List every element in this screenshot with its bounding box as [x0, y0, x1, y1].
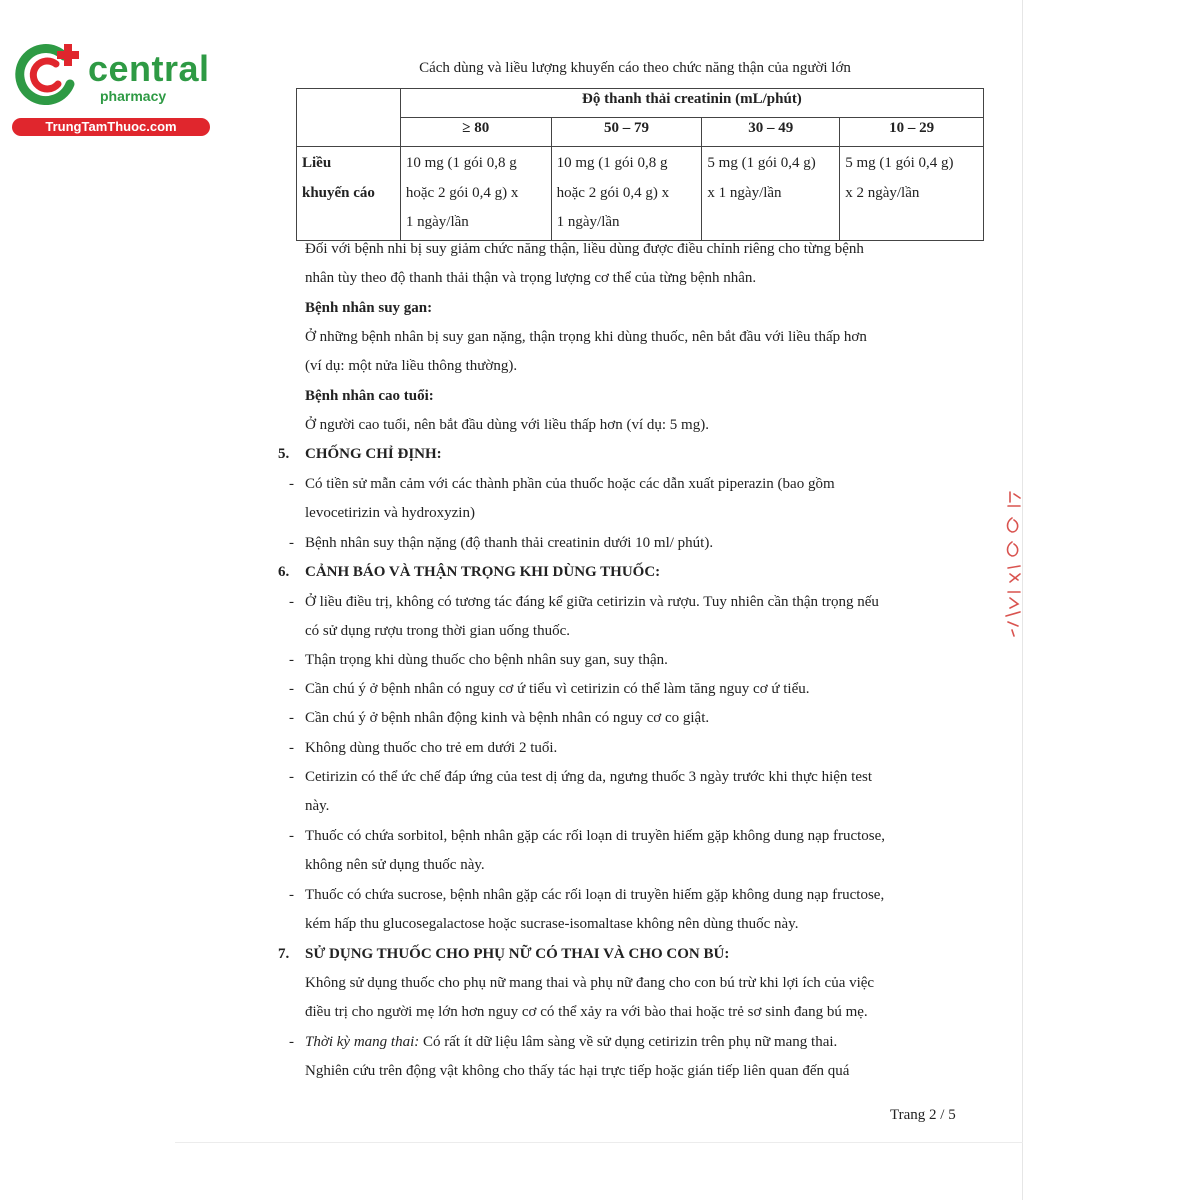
list-item	[305, 1034, 837, 1051]
cell-line: 10 mg (1 gói 0,8 g	[556, 155, 668, 171]
list-item: Cần chú ý ở bệnh nhân có nguy cơ ứ tiểu vì cetirizin có thể làm tăng nguy cơ ứ tiểu.	[305, 681, 810, 697]
cell-line: 5 mg (1 gói 0,4 g)	[707, 155, 816, 171]
page-bottom-edge	[175, 1142, 1023, 1143]
table-cell	[400, 147, 551, 241]
section-title: CẢNH BÁO VÀ THẬN TRỌNG KHI DÙNG THUỐC:	[305, 564, 661, 580]
list-item: kém hấp thu glucosegalactose hoặc sucrase-isomaltase không nên dùng thuốc này.	[305, 916, 799, 932]
row-label-line: Liều	[302, 155, 332, 171]
table-header: Độ thanh thải creatinin (mL/phút)	[400, 89, 983, 118]
bullet-dash: -	[289, 652, 294, 668]
bullet-dash: -	[289, 887, 294, 903]
row-label	[297, 147, 401, 241]
cell-line: 1 ngày/lần	[556, 214, 620, 230]
section-title: SỬ DỤNG THUỐC CHO PHỤ NỮ CÓ THAI VÀ CHO CON BÚ:	[305, 946, 730, 962]
list-item: Không dùng thuốc cho trẻ em dưới 2 tuổi.	[305, 740, 558, 756]
column-header: 30 – 49	[702, 118, 840, 147]
logo-subtitle: pharmacy	[100, 88, 167, 104]
body-text: điều trị cho người mẹ lớn hơn nguy cơ có thể xảy ra với bào thai hoặc trẻ sơ sinh đang bú mẹ.	[305, 1004, 868, 1020]
table-cell	[702, 147, 840, 241]
list-item: này.	[305, 798, 330, 814]
list-item: không nên sử dụng thuốc này.	[305, 857, 485, 873]
body-text: Ở người cao tuổi, nên bắt đầu dùng với liều thấp hơn (ví dụ: 5 mg).	[305, 417, 709, 433]
list-item: Có tiền sử mẫn cảm với các thành phần của thuốc hoặc các dẫn xuất piperazin (bao gồm	[305, 476, 835, 492]
page-number: Trang 2 / 5	[890, 1107, 956, 1123]
section-number: 7.	[278, 946, 290, 962]
list-item: Ở liều điều trị, không có tương tác đáng kể giữa cetirizin và rượu. Tuy nhiên cần thận trọng nếu	[305, 594, 879, 610]
body-text: Ở những bệnh nhân bị suy gan nặng, thận trọng khi dùng thuốc, nên bắt đầu với liều thấp hơn	[305, 329, 867, 345]
body-text: Không sử dụng thuốc cho phụ nữ mang thai và phụ nữ đang cho con bú trừ khi lợi ích của việc	[305, 975, 875, 991]
logo-name: central	[88, 48, 210, 89]
list-item: Cetirizin có thể ức chế đáp ứng của test dị ứng da, ngưng thuốc 3 ngày trước khi thực hiện test	[305, 769, 872, 785]
pregnancy-text: Có rất ít dữ liệu lâm sàng về sử dụng cetirizin trên phụ nữ mang thai.	[419, 1034, 838, 1050]
cell-line: x 1 ngày/lần	[707, 184, 782, 201]
subheading-elderly: Bệnh nhân cao tuổi:	[305, 388, 434, 404]
list-item: có sử dụng rượu trong thời gian uống thuốc.	[305, 623, 571, 639]
list-item: Thuốc có chứa sucrose, bệnh nhân gặp các rối loạn di truyền hiếm gặp không dung nạp fructose,	[305, 887, 885, 903]
bullet-dash: -	[289, 535, 294, 551]
column-header: 50 – 79	[551, 118, 702, 147]
logo-banner[interactable]: TrungTamThuoc.com	[12, 118, 210, 136]
list-item: levocetirizin và hydroxyzin)	[305, 505, 475, 521]
list-item: Thận trọng khi dùng thuốc cho bệnh nhân suy gan, suy thận.	[305, 652, 668, 668]
pregnancy-label: Thời kỳ mang thai:	[305, 1034, 420, 1050]
section-number: 5.	[278, 446, 290, 462]
bullet-dash: -	[289, 1034, 294, 1050]
cell-line: hoặc 2 gói 0,4 g) x	[405, 184, 519, 201]
table-cell	[840, 147, 984, 241]
section-title: CHỐNG CHỈ ĐỊNH:	[305, 446, 442, 462]
logo-c-cross-icon	[12, 38, 84, 110]
table-corner-cell	[297, 89, 401, 147]
body-text: nhân tùy theo độ thanh thải thận và trọng lượng cơ thể của từng bệnh nhân.	[305, 270, 757, 286]
row-label-line: khuyến cáo	[302, 184, 375, 201]
central-pharmacy-logo[interactable]	[12, 38, 212, 138]
section-number: 6.	[278, 564, 290, 580]
column-header: 10 – 29	[840, 118, 984, 147]
body-text: Nghiên cứu trên động vật không cho thấy tác hại trực tiếp hoặc gián tiếp liên quan đến quá	[305, 1063, 850, 1079]
table-caption: Cách dùng và liều lượng khuyến cáo theo chức năng thận của người lớn	[419, 60, 851, 76]
bullet-dash: -	[289, 710, 294, 726]
cell-line: 5 mg (1 gói 0,4 g)	[845, 155, 954, 171]
bullet-dash: -	[289, 828, 294, 844]
bullet-dash: -	[289, 476, 294, 492]
cell-line: 10 mg (1 gói 0,8 g	[405, 155, 517, 171]
table-cell	[551, 147, 702, 241]
cell-line: hoặc 2 gói 0,4 g) x	[556, 184, 670, 201]
red-stamp-marks	[1002, 488, 1028, 638]
list-item: Bệnh nhân suy thận nặng (độ thanh thải creatinin dưới 10 ml/ phút).	[305, 535, 714, 551]
bullet-dash: -	[289, 681, 294, 697]
bullet-dash: -	[289, 769, 294, 785]
dosage-table	[296, 88, 984, 241]
cell-line: x 2 ngày/lần	[845, 184, 920, 201]
list-item: Thuốc có chứa sorbitol, bệnh nhân gặp các rối loạn di truyền hiếm gặp không dung nạp fructose,	[305, 828, 886, 844]
bullet-dash: -	[289, 594, 294, 610]
subheading-liver: Bệnh nhân suy gan:	[305, 300, 433, 316]
column-header: ≥ 80	[400, 118, 551, 147]
list-item: Cần chú ý ở bệnh nhân động kinh và bệnh nhân có nguy cơ co giật.	[305, 710, 710, 726]
cell-line: 1 ngày/lần	[405, 214, 469, 230]
body-text: Đối với bệnh nhi bị suy giảm chức năng thận, liều dùng được điều chỉnh riêng cho từng bệnh	[305, 241, 864, 257]
bullet-dash: -	[289, 740, 294, 756]
body-text: (ví dụ: một nửa liều thông thường).	[305, 358, 518, 374]
